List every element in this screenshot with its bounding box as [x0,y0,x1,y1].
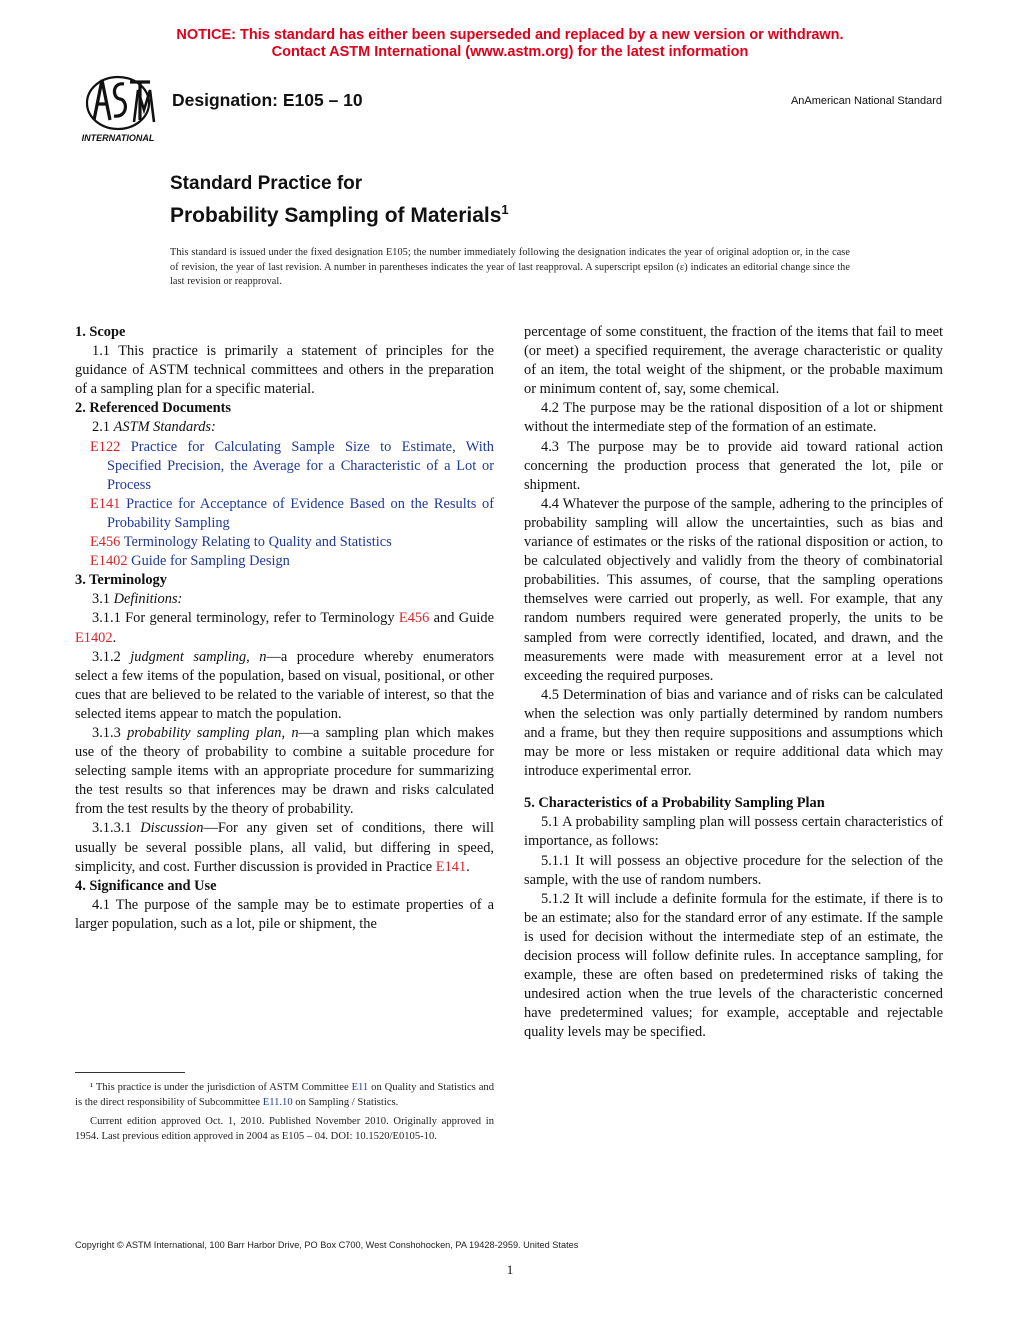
title-line-1: Standard Practice for [170,173,363,194]
reference-e122[interactable]: E122 Practice for Calculating Sample Size to Estimate, With Specified Precision, the Average for a Characteristic of a Lot or Process [90,438,494,493]
link-e11-10[interactable]: E11.10 [262,1097,293,1109]
section-1-heading: 1. Scope [75,324,126,340]
paragraph-4-2: 4.2 The purpose may be the rational disposition of a lot or shipment without the intermediate step of the formation of an estimate. [524,400,943,436]
paragraph-3-1-2: 3.1.2 judgment sampling, n—a procedure whereby enumerators select a few items of the population, based on visual, positional, or other cues that are believed to be related to the variable of interest, so that the selected items appear to match the population. [75,648,494,722]
paragraph-4-1: 4.1 The purpose of the sample may be to estimate properties of a larger population, such as a lot, pile or shipment, the [75,896,494,932]
paragraph-4-3: 4.3 The purpose may be to provide aid toward rational action concerning the production process that generated the lot, pile or shipment. [524,438,943,493]
footnote-edition: Current edition approved Oct. 1, 2010. Published November 2010. Originally approved in 1954. Last previous edition approved in 2004 as E105 – 04. DOI: 10.1520/E0105-10. [75,1115,494,1142]
page-number: 1 [506,1262,514,1277]
link-e456[interactable]: E456 [398,610,430,627]
paragraph-3-1: 3.1 Definitions: [92,591,183,608]
designation: Designation: E105 – 10 [172,90,363,110]
right-column [524,323,943,1042]
title-footnote-ref[interactable]: 1 [501,202,509,217]
paragraph-2-1: 2.1 ASTM Standards: [92,419,216,436]
paragraph-5-1: 5.1 A probability sampling plan will possess certain characteristics of importance, as follows: [524,814,943,850]
withdrawn-notice [0,27,1020,61]
notice-line-2: Contact ASTM International (www.astm.org) for the latest information [271,44,749,60]
reference-e141[interactable]: E141 Practice for Acceptance of Evidence Based on the Results of Probability Sampling [90,495,494,531]
notice-line-1: NOTICE: This standard has either been superseded and replaced by a new version or withdrawn. [176,27,844,43]
paragraph-4-1-continued: percentage of some constituent, the fraction of the items that fail to meet (or meet) a specified requirement, the average characteristic or quality of an item, the total weight of the shipment, or the probable maximum or minimum content of, say, some chemical. [524,324,943,398]
footnote-1: ¹ This practice is under the jurisdiction of ASTM Committee E11 on Quality and Statistics and is the direct responsibility of Subcommittee E11.10 on Sampling / Statistics. [75,1082,494,1109]
section-3-heading: 3. Terminology [75,572,167,589]
copyright: Copyright © ASTM International, 100 Barr Harbor Drive, PO Box C700, West Conshohocken, PA 19428-2959. United States [75,1240,579,1250]
section-4-heading: 4. Significance and Use [75,877,217,894]
section-2-heading: 2. Referenced Documents [75,400,231,417]
paragraph-4-4: 4.4 Whatever the purpose of the sample, adhering to the principles of probability sampling will allow the uncertainties, such as bias and variance of estimates or the risks of the rational disposition or action, to be calculated objectively and validly from the theory of combinatorial probabilities. This assumes, of course, that the sampling operations themselves were carried out properly, as well. For example, that any random numbers required were generated properly, the units to be sampled from were correctly identified, located, and drawn, and the measurements were made with measurement error at a level not exceeding the required purposes. [524,495,943,684]
american-national-standard-label: AnAmerican National Standard [790,95,942,107]
paragraph-4-5: 4.5 Determination of bias and variance and of risks can be calculated when the selection was only partially determined by random numbers and a frame, but they then require suppositions and assumptions which may be more or less mistaken or require additional data which may introduce experimental error. [524,686,943,780]
logo-subtitle: INTERNATIONAL [81,133,155,143]
document-title [170,172,509,230]
section-5-heading: 5. Characteristics of a Probability Sampling Plan [524,795,825,812]
footnote-rule [75,1072,185,1073]
paragraph-3-1-1: 3.1.1 For general terminology, refer to Terminology E456 and Guide E1402. [75,610,494,646]
reference-e1402[interactable]: E1402 Guide for Sampling Design [90,553,290,570]
paragraph-1-1: 1.1 This practice is primarily a statement of principles for the guidance of ASTM technical committees and others in the preparation of a sampling plan for a specific material. [75,343,494,398]
left-column [75,323,494,934]
paragraph-5-1-2: 5.1.2 It will include a definite formula for the estimate, if there is to be an estimate; also for the standard error of any estimate. If the sample is used for decision without the intermediate step of an estimate, the decision process will follow definite rules. In acceptance sampling, for example, these are often based on predetermined risks of taking the undesired action when the true levels of the characteristic concerned have predetermined values; for example, acceptable and rejectable quality levels may be specified. [524,890,943,1041]
title-line-2: Probability Sampling of Materials$^1$ [170,202,509,227]
paragraph-3-1-3-1: 3.1.3.1 Discussion—For any given set of conditions, there will usually be several possible plans, all valid, but differing in speed, simplicity, and cost. Further discussion is provided in Practice E141. [75,820,495,875]
link-e11[interactable]: E11 [351,1082,369,1093]
paragraph-3-1-3: 3.1.3 probability sampling plan, n—a sampling plan which makes use of the theory of probability to combine a suitable procedure for selecting sample items with an appropriate procedure for summarizing the test results so that inferences may be drawn and risks calculated from the test results by the theory of probability. [75,724,494,818]
paragraph-5-1-1: 5.1.1 It will possess an objective procedure for the selection of the sample, with the use of random numbers. [524,852,943,888]
reference-e456[interactable]: E456 Terminology Relating to Quality and Statistics [90,534,392,551]
link-e141[interactable]: E141 [435,858,467,875]
footnote [75,1080,494,1144]
link-e1402[interactable]: E1402 [75,629,113,646]
astm-logo-icon [72,74,164,144]
issued-note: This standard is issued under the fixed designation E105; the number immediately following the designation indicates the year of original adoption or, in the case of revision, the year of last revision. A number in parentheses indicates the year of last reapproval. A superscript epsilon (ε) indicates an editorial change since the last revision or reapproval. [170,247,850,288]
